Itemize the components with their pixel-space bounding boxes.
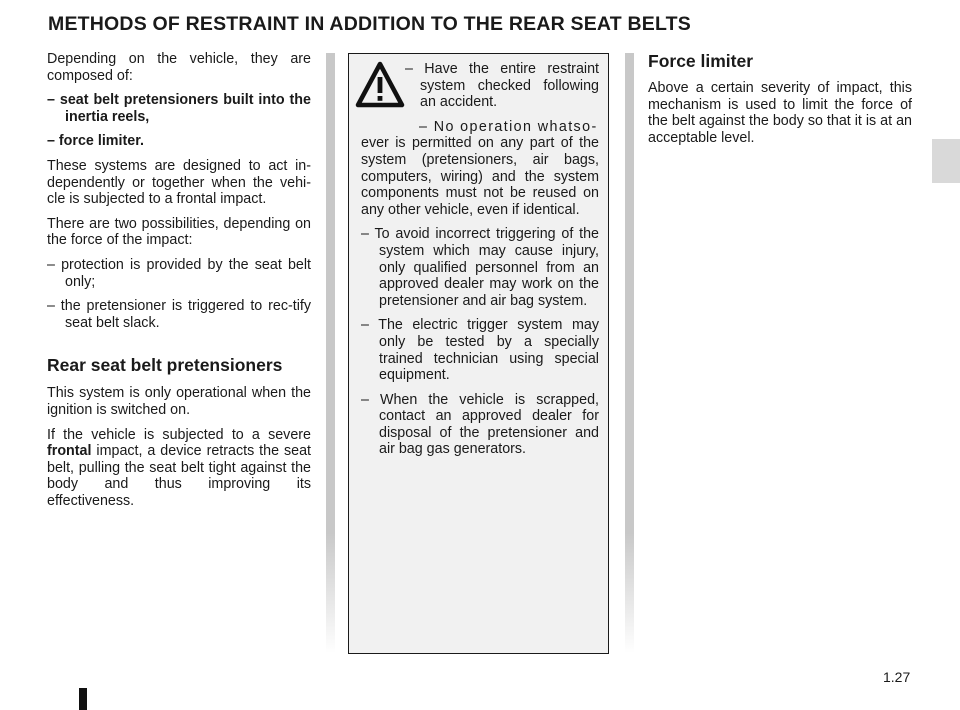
right-column: [648, 51, 912, 154]
dash-item-pretensioner-triggered: – the pretensioner is triggered to rec-tify seat belt slack.: [47, 298, 311, 331]
intro-text: Depending on the vehicle, they are composed of:: [47, 51, 311, 84]
warning-first-block: [361, 61, 599, 135]
warning-box: [348, 53, 609, 654]
page-number: 1.27: [883, 669, 911, 685]
dash-item-seat-belt-only: – protection is provided by the seat belt only;: [47, 256, 311, 290]
warning-item-scrapped: – When the vehicle is scrapped, contact an approved dealer for disposal of the pretensioner and air bag gas generators.: [361, 391, 599, 458]
impact-text-pre: If the vehicle is subjected to a severe: [47, 426, 311, 443]
warning-item-no-operation: ever is permitted on any part of the system (pretensioners, air bags, computers, wiring) and the system components must not be reused on any other vehicle, even if identical.: [361, 135, 599, 218]
page-title: METHODS OF RESTRAINT IN ADDITION TO THE REAR SEAT BELTS: [48, 13, 691, 35]
corner-crop-mark: [79, 688, 87, 710]
possibilities-paragraph: There are two possibilities, depending on the force of the impact:: [47, 215, 311, 249]
heading-rear-pretensioners: Rear seat belt pretensioners: [47, 355, 283, 376]
warning-item-electric-trigger: – The electric trigger system may only be tested by a specially trained technician using special equipment.: [361, 317, 599, 384]
warning-item-check: – Have the entire restraint system checked following an accident.: [405, 61, 599, 111]
warning-item-no-operation-start: – No operation whatso-: [419, 118, 598, 135]
warning-item-incorrect-triggering: – To avoid incorrect triggering of the system which may cause injury, only qualified personnel from an approved dealer may work on the pretensioner and air bag system.: [361, 226, 599, 309]
column-divider-right: [625, 53, 634, 653]
column-divider-left: [326, 53, 335, 653]
operational-paragraph: This system is only operational when the ignition is switched on.: [47, 385, 311, 418]
warning-text: [361, 61, 599, 466]
list-item-force-limiter: – force limiter.: [47, 133, 144, 150]
list-item-pretensioners: – seat belt pretensioners built into the inertia reels,: [47, 92, 311, 125]
impact-text-post: impact, a device retracts the seat belt, pulling the seat belt tight against the body and thus improving its effectiveness.: [47, 443, 311, 509]
systems-paragraph: These systems are designed to act in-dependently or together when the vehi-cle is subjected to a frontal impact.: [47, 157, 311, 208]
heading-force-limiter: Force limiter: [648, 51, 754, 71]
left-column: [47, 51, 311, 517]
force-limiter-paragraph: Above a certain severity of impact, this mechanism is used to limit the force of the belt against the body so that it is at an acceptable level.: [648, 80, 912, 146]
impact-text-bold: frontal: [47, 443, 92, 460]
impact-paragraph: [47, 427, 311, 510]
section-side-tab: [932, 139, 960, 183]
